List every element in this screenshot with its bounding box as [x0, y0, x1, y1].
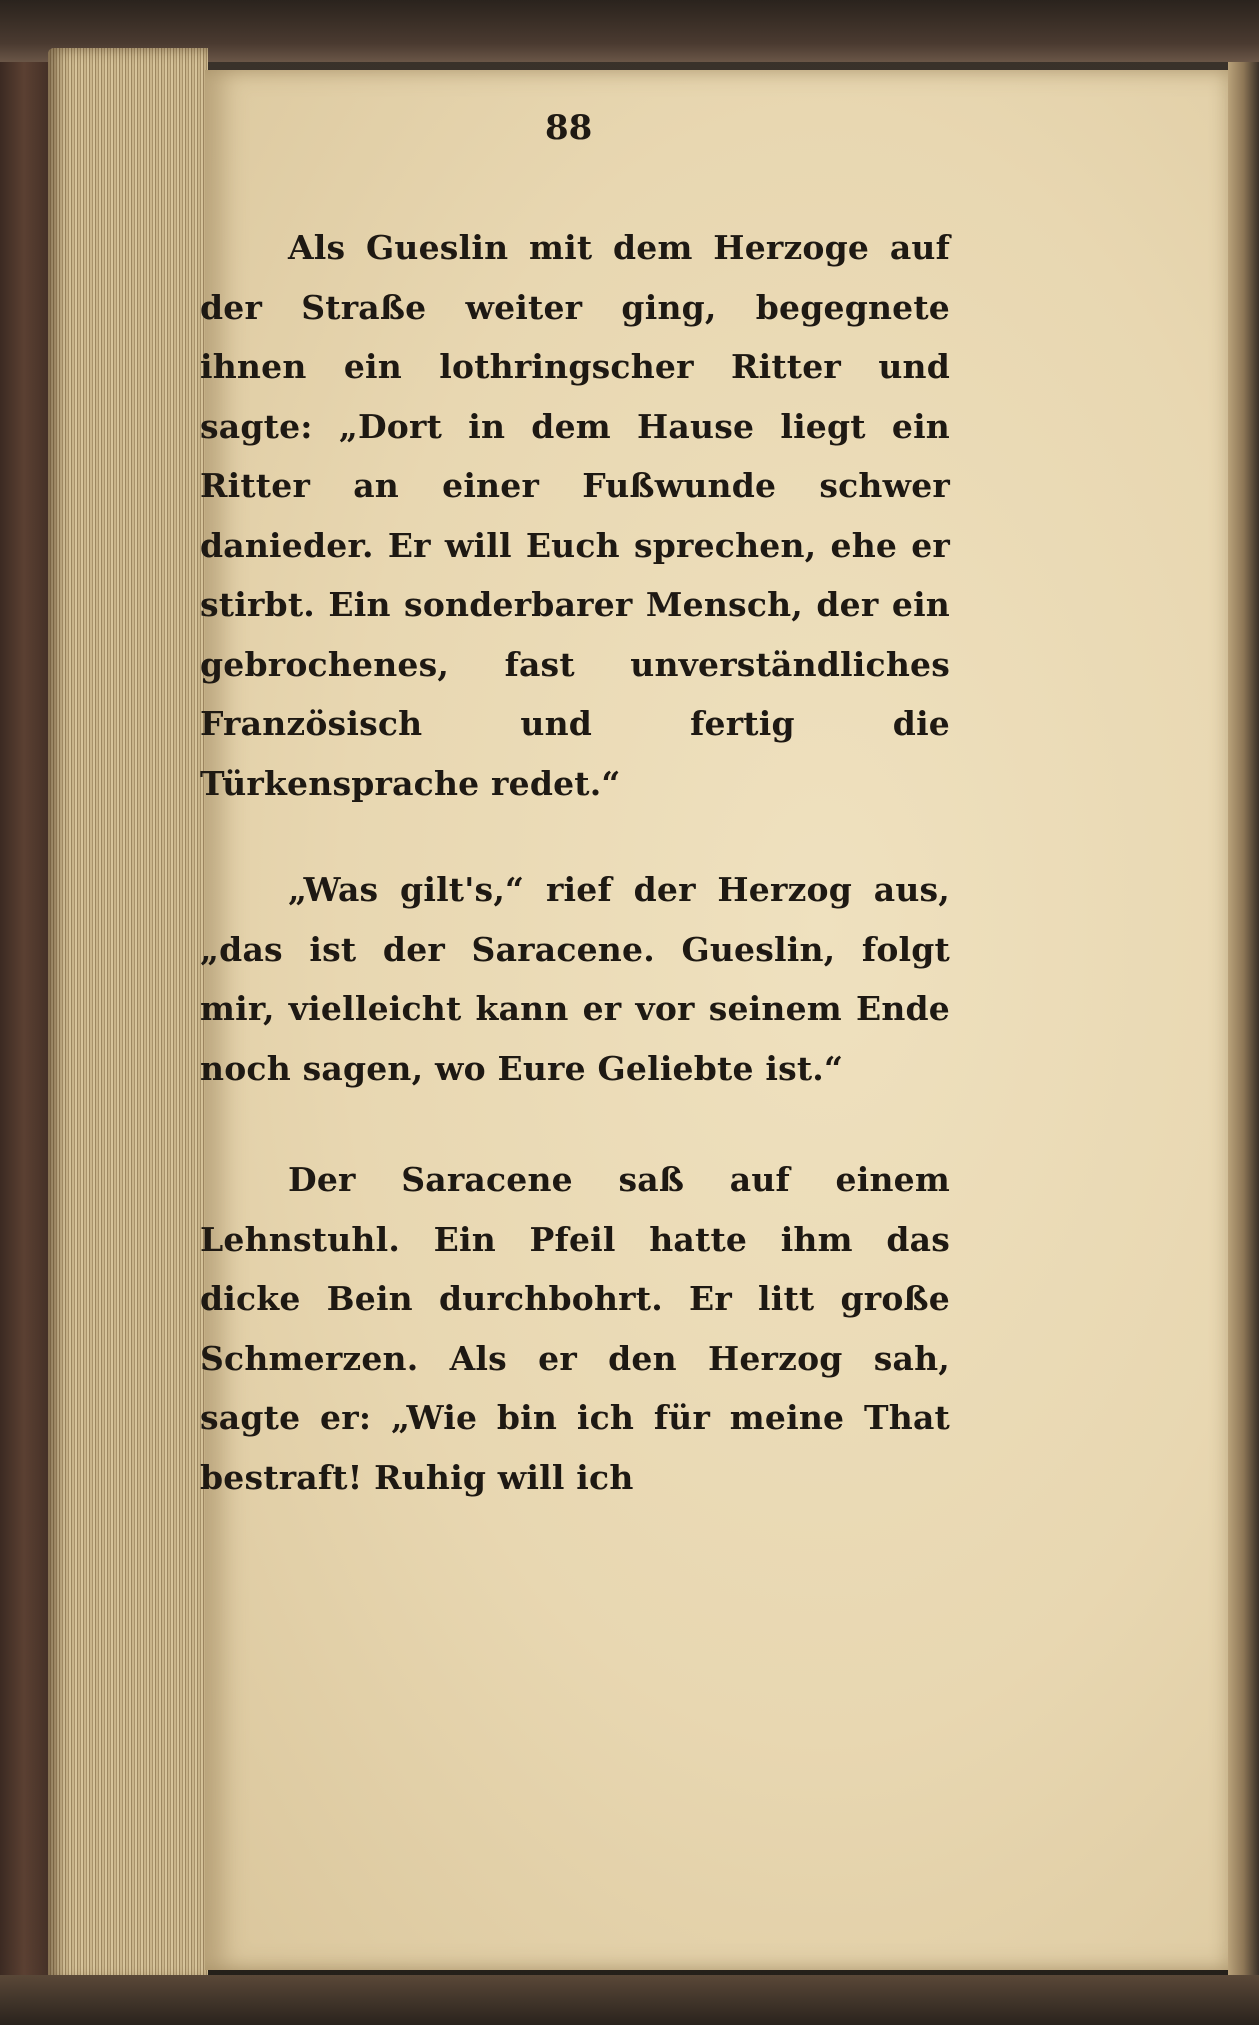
paragraph-2: „Was gilt's,“ rief der Herzog aus, „das ist der Saracene. Gueslin, folgt mir, vielleicht kann er vor seinem Ende noch sagen, wo Eure Geliebte ist.“: [200, 870, 950, 1088]
paragraph-1: Als Gueslin mit dem Herzoge auf der Straße weiter ging, begegnete ihnen ein lothringscher Ritter und sagte: „Dort in dem Hause liegt ein Ritter an einer Fußwunde schwer danieder. Er will Euch sprechen, ehe er stirbt. Ein sonderbarer Mensch, der ein gebrochenes, fast unverständliches Französisch und fertig die Türkensprache redet.“: [200, 228, 950, 803]
paragraph-3: Der Saracene saß auf einem Lehnstuhl. Ein Pfeil hatte ihm das dicke Bein durchbohrt. Er litt große Schmerzen. Als er den Herzog sah, sagte er: „Wie bin ich für meine That bestraft! Ruhig will ich: [200, 1160, 950, 1497]
page-right-edge: [1228, 62, 1259, 2025]
page-stack-edges: [48, 48, 208, 1983]
book-bottom-edge: [0, 1975, 1259, 2025]
page-number: 88: [545, 108, 593, 148]
